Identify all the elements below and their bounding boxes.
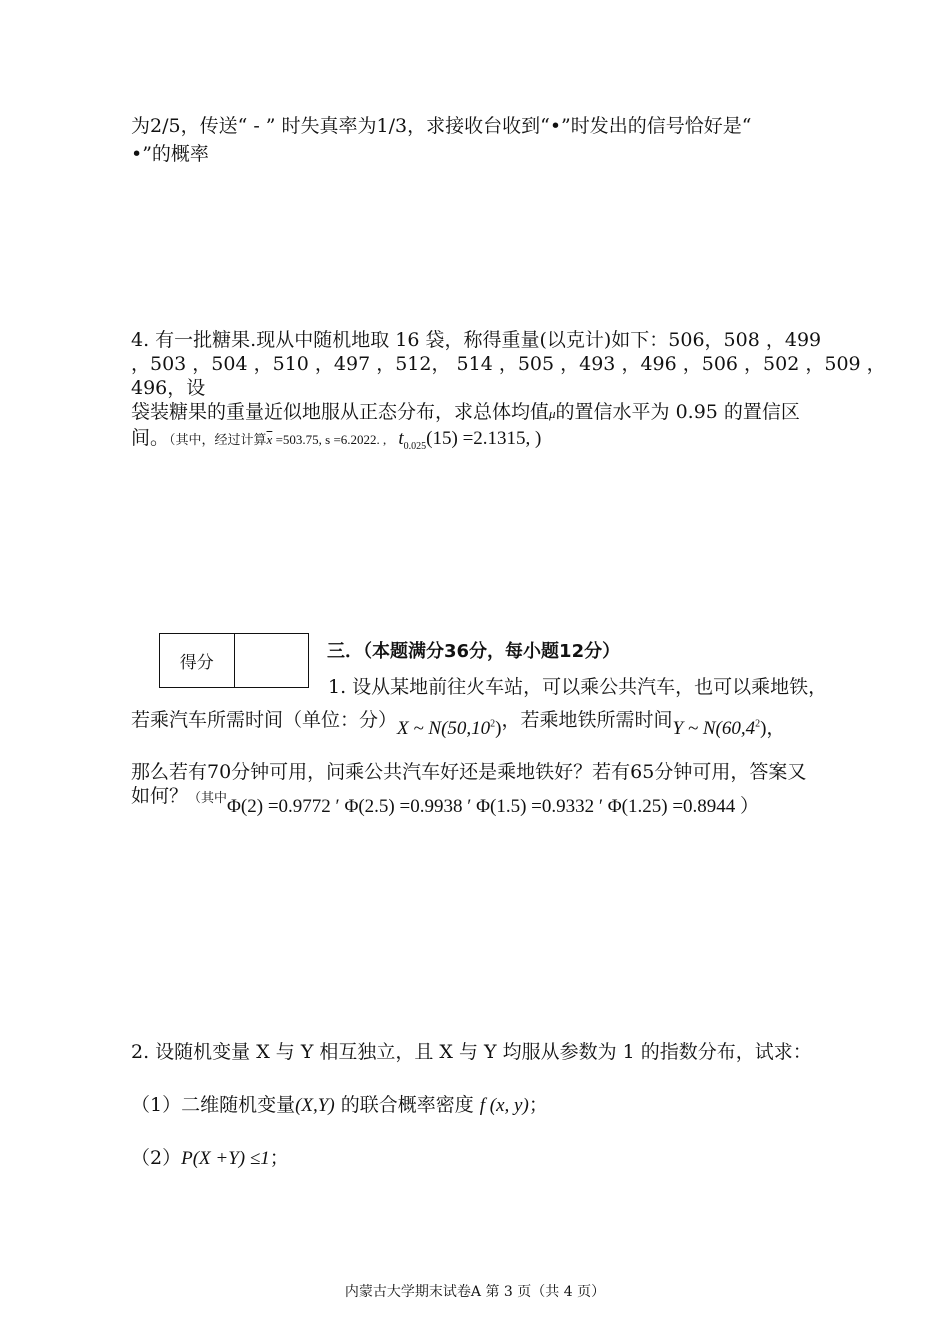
t-symbol: t xyxy=(398,428,404,449)
s3q1-given-label: （其中 xyxy=(188,791,228,806)
q3-continuation xyxy=(131,114,901,166)
score-value xyxy=(234,634,309,687)
t-subscript: 0.025 xyxy=(403,440,427,452)
s3q1-line-2 xyxy=(131,708,901,746)
s3q2-part-2: （2）P(X +Y) ≤1； xyxy=(131,1147,289,1169)
q4-line-4a: 间。 xyxy=(131,427,170,449)
s3q1-line-3: 那么若有70分钟可用，问乘公共汽车好还是乘地铁好？若有65分钟可用，答案又 xyxy=(131,761,807,783)
s3-question-1 xyxy=(131,708,901,817)
question-4 xyxy=(131,328,901,453)
q3-line-2: •”的概率 xyxy=(131,143,209,165)
phi-values: Φ(2) =0.9772 ′ Φ(2.5) =0.9938 ′ Φ(1.5) =0.9332 ′ Φ(1.25) =0.8944 ） xyxy=(227,796,760,817)
mu-symbol: μ xyxy=(549,406,556,421)
q3-line-1: 为2/5，传送“ - ” 时失真率为1/3，求接收台收到“•”时发出的信号恰好是“ xyxy=(131,115,752,137)
s3-question-2 xyxy=(131,1040,901,1171)
q4-line-3b: 的置信水平为 0.95 的置信区 xyxy=(555,401,800,423)
q4-line-3 xyxy=(131,400,901,426)
q4-line-3a: 袋装糖果的重量近似地服从正态分布，求总体均值 xyxy=(131,401,550,423)
xbar-symbol: $\overline{x}$ xyxy=(266,432,273,447)
q4-line-1: 4. 有一批糖果.现从中随机地取 16 袋，称得重量(以克计)如下：506，508 ，499 xyxy=(131,329,822,351)
probability-expr: P(X +Y) ≤1 xyxy=(181,1148,270,1169)
xy-expr: (X,Y) xyxy=(295,1095,335,1116)
q4-line-4 xyxy=(131,426,901,453)
section-3-title: 三．（本题满分36分，每小题12分） xyxy=(327,641,621,662)
s3q2-line-1: 2. 设随机变量 X 与 Y 相互独立，且 X 与 Y 均服从参数为 1 的指数分布，试求： xyxy=(131,1041,812,1063)
dist-x: X ~ N(50,10$^2$) xyxy=(397,718,502,739)
s3q1-line-2a: 若乘汽车所需时间（单位：分） xyxy=(131,709,398,731)
s3-question-1-line-1: 1. 设从某地前往火车站，可以乘公共汽车，也可以乘地铁， xyxy=(328,676,828,698)
q4-given-label: （其中，经过计算 xyxy=(169,433,267,448)
q4-line-2: ，503 ，504 ，510 ，497 ，512， 514 ，505 ，493 ，496 ，506 ，502 ，509 ，496，设 xyxy=(131,353,886,399)
s3q2-part-1: （1）二维随机变量(X,Y) 的联合概率密度 f (x, y)； xyxy=(131,1094,548,1116)
score-box xyxy=(159,633,309,688)
joint-density-expr: f (x, y) xyxy=(479,1095,529,1116)
t-value: (15) =2.1315, ) xyxy=(426,428,542,449)
dist-y: Y ~ N(60,4$^2$)， xyxy=(672,718,786,739)
q4-stats: =503.75, s =6.2022. , xyxy=(272,432,387,447)
s3q1-line-2b: ，若乘地铁所需时间 xyxy=(501,709,673,731)
s3q1-line-4a: 如何？ xyxy=(131,785,189,807)
s3q1-line-4 xyxy=(131,784,901,817)
page-footer: 内蒙古大学期末试卷A 第 3 页（共 4 页） xyxy=(344,1284,606,1300)
score-label: 得分 xyxy=(179,653,214,673)
